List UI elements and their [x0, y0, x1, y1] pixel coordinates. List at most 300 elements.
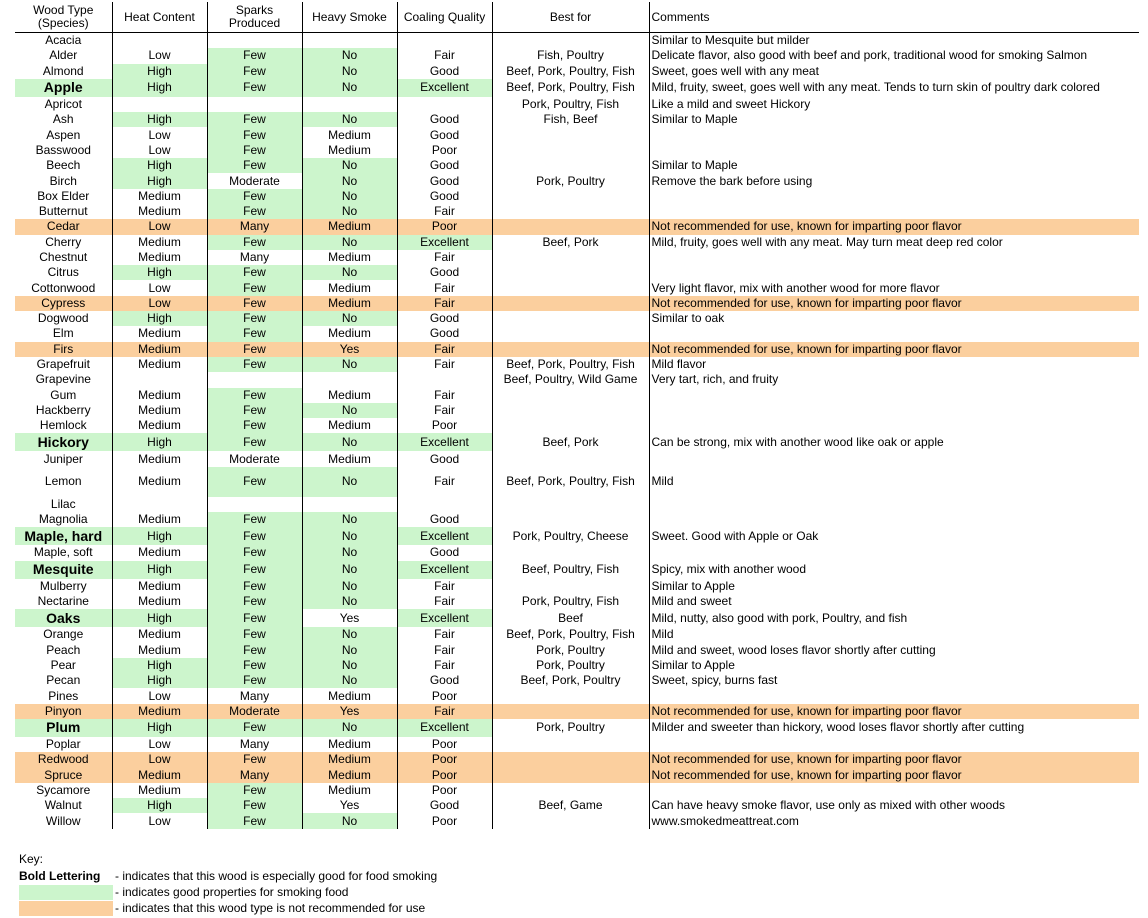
heavy-smoke-cell: No	[302, 658, 397, 673]
table-row	[15, 512, 1139, 527]
wood-type-cell: Hackberry	[15, 403, 112, 418]
sparks-cell: Moderate	[207, 451, 302, 466]
comments-cell: Delicate flavor, also good with beef and pork, traditional wood for smoking Salmon	[651, 48, 1088, 63]
comments-cell: Like a mild and sweet Hickory	[651, 97, 811, 112]
heavy-smoke-cell: No	[302, 561, 397, 579]
coaling-quality-cell: Poor	[397, 783, 492, 798]
best-for-cell	[492, 127, 649, 142]
sparks-cell: Few	[207, 579, 302, 594]
best-for-cell: Beef, Pork, Poultry, Fish	[492, 627, 649, 642]
heat-content-cell: High	[112, 609, 207, 627]
sparks-cell: Few	[207, 112, 302, 127]
heavy-smoke-cell: Medium	[302, 688, 397, 703]
best-for-cell: Pork, Poultry, Cheese	[492, 527, 649, 545]
best-for-cell	[492, 250, 649, 265]
coaling-quality-cell: Poor	[397, 418, 492, 433]
sparks-cell: Few	[207, 296, 302, 311]
comments-cell: Not recommended for use, known for imparting poor flavor	[649, 752, 1139, 767]
coaling-quality-cell: Good	[397, 173, 492, 188]
best-for-cell: Beef, Pork, Poultry, Fish	[492, 64, 649, 79]
table-row	[15, 296, 1139, 311]
heavy-smoke-cell: No	[302, 643, 397, 658]
comments-cell: Mild, nutty, also good with pork, Poultry, and fish	[651, 610, 908, 625]
coaling-quality-cell: Fair	[397, 204, 492, 219]
table-row	[15, 33, 1139, 49]
best-for-cell: Pork, Poultry, Fish	[492, 97, 649, 112]
best-for-cell	[492, 512, 649, 527]
header-comments: Comments	[651, 9, 710, 24]
coaling-quality-cell: Good	[397, 451, 492, 466]
best-for-cell	[492, 388, 649, 403]
sparks-cell: Many	[207, 768, 302, 783]
heavy-smoke-cell: No	[302, 627, 397, 642]
heat-content-cell: Low	[112, 280, 207, 295]
table-row	[15, 204, 1139, 219]
best-for-cell	[492, 342, 649, 357]
comments-cell: Can have heavy smoke flavor, use only as mixed with other woods	[651, 798, 1006, 813]
wood-type-cell: Firs	[15, 342, 112, 357]
coaling-quality-cell: Fair	[397, 388, 492, 403]
coaling-quality-cell	[397, 97, 492, 112]
comments-cell: Very tart, rich, and fruity	[651, 372, 779, 387]
coaling-quality-cell: Good	[397, 326, 492, 341]
comments-cell	[649, 783, 1139, 798]
table-row	[15, 658, 1139, 673]
wood-type-cell: Sycamore	[15, 783, 112, 798]
heat-content-cell: High	[112, 719, 207, 737]
coaling-quality-cell: Good	[397, 673, 492, 688]
wood-type-cell: Magnolia	[15, 512, 112, 527]
sparks-cell: Few	[207, 64, 302, 79]
comments-cell: Mild	[651, 627, 674, 642]
header-best-for: Best for	[492, 2, 649, 33]
wood-type-cell: Pecan	[15, 673, 112, 688]
table-row	[15, 388, 1139, 403]
table-row	[15, 403, 1139, 418]
heat-content-cell: Low	[112, 688, 207, 703]
header-sparks-produced: Sparks Produced	[207, 2, 302, 33]
heavy-smoke-cell: No	[302, 112, 397, 127]
table-row	[15, 265, 1139, 280]
comments-cell: Similar to Mesquite but milder	[651, 33, 810, 48]
best-for-cell: Beef	[492, 609, 649, 627]
heavy-smoke-cell: No	[302, 403, 397, 418]
sparks-cell: Few	[207, 643, 302, 658]
wood-type-cell: Cypress	[15, 296, 112, 311]
heat-content-cell: Medium	[112, 403, 207, 418]
sparks-cell: Few	[207, 512, 302, 527]
best-for-cell	[492, 296, 649, 311]
sparks-cell	[207, 372, 302, 387]
coaling-quality-cell: Excellent	[397, 719, 492, 737]
coaling-quality-cell: Good	[397, 64, 492, 79]
comments-cell	[649, 737, 1139, 752]
wood-type-cell: Dogwood	[15, 311, 112, 326]
best-for-cell	[492, 768, 649, 783]
heat-content-cell: Medium	[112, 342, 207, 357]
wood-type-cell: Ash	[15, 112, 112, 127]
coaling-quality-cell: Fair	[397, 48, 492, 63]
table-row	[15, 219, 1139, 234]
comments-cell	[649, 250, 1139, 265]
wood-type-cell: Beech	[15, 158, 112, 173]
heat-content-cell: Medium	[112, 594, 207, 609]
heavy-smoke-cell: Medium	[302, 388, 397, 403]
table-row	[15, 768, 1139, 783]
heat-content-cell: High	[112, 527, 207, 545]
heat-content-cell: High	[112, 433, 207, 451]
heavy-smoke-cell: Medium	[302, 219, 397, 234]
table-row	[15, 813, 1139, 828]
heat-content-cell: Medium	[112, 235, 207, 250]
sparks-cell: Many	[207, 737, 302, 752]
heat-content-cell: Medium	[112, 643, 207, 658]
comments-cell	[649, 326, 1139, 341]
wood-type-cell: Poplar	[15, 737, 112, 752]
table-row	[15, 497, 1139, 512]
sparks-cell: Few	[207, 467, 302, 497]
coaling-quality-cell: Poor	[397, 813, 492, 828]
coaling-quality-cell	[397, 372, 492, 387]
table-row	[15, 527, 1139, 545]
sparks-cell: Few	[207, 311, 302, 326]
comments-cell: Not recommended for use, known for imparting poor flavor	[649, 768, 1139, 783]
heavy-smoke-cell	[302, 33, 397, 49]
wood-type-cell: Alder	[15, 48, 112, 63]
comments-cell: Mild and sweet, wood loses flavor shortly after cutting	[651, 642, 936, 657]
wood-type-cell: Grapevine	[15, 372, 112, 387]
heat-content-cell: Medium	[112, 388, 207, 403]
heat-content-cell: Medium	[112, 783, 207, 798]
table-row	[15, 798, 1139, 813]
coaling-quality-cell: Good	[397, 189, 492, 204]
best-for-cell	[492, 545, 649, 560]
coaling-quality-cell	[397, 497, 492, 512]
coaling-quality-cell: Fair	[397, 627, 492, 642]
comments-cell	[649, 403, 1139, 418]
table-row	[15, 451, 1139, 466]
best-for-cell	[492, 752, 649, 767]
wood-type-cell: Mesquite	[15, 561, 112, 579]
sparks-cell: Few	[207, 204, 302, 219]
comments-cell	[649, 512, 1139, 527]
heavy-smoke-cell: Medium	[302, 280, 397, 295]
wood-type-cell: Aspen	[15, 127, 112, 142]
sparks-cell: Few	[207, 235, 302, 250]
wood-type-cell: Grapefruit	[15, 357, 112, 372]
best-for-cell	[492, 280, 649, 295]
comments-cell: Spicy, mix with another wood	[651, 562, 807, 577]
table-row	[15, 673, 1139, 688]
coaling-quality-cell: Poor	[397, 737, 492, 752]
heavy-smoke-cell: Medium	[302, 143, 397, 158]
wood-type-cell: Mulberry	[15, 579, 112, 594]
coaling-quality-cell: Good	[397, 127, 492, 142]
wood-type-cell: Pear	[15, 658, 112, 673]
best-for-cell	[492, 704, 649, 719]
heavy-smoke-cell: Medium	[302, 768, 397, 783]
sparks-cell: Many	[207, 688, 302, 703]
wood-type-cell: Lemon	[15, 467, 112, 497]
table-row	[15, 579, 1139, 594]
heavy-smoke-cell	[302, 372, 397, 387]
sparks-cell: Few	[207, 609, 302, 627]
heavy-smoke-cell: No	[302, 527, 397, 545]
wood-type-cell: Box Elder	[15, 189, 112, 204]
coaling-quality-cell: Fair	[397, 250, 492, 265]
sparks-cell	[207, 97, 302, 112]
heat-content-cell: High	[112, 158, 207, 173]
coaling-quality-cell: Good	[397, 158, 492, 173]
coaling-quality-cell: Excellent	[397, 235, 492, 250]
key-orange-swatch	[19, 901, 113, 916]
comments-cell: Mild and sweet	[651, 594, 732, 609]
comments-cell: Mild, fruity, sweet, goes well with any meat. Tends to turn skin of poultry dark colored	[651, 80, 1100, 95]
heavy-smoke-cell: No	[302, 173, 397, 188]
best-for-cell	[492, 579, 649, 594]
wood-type-cell: Butternut	[15, 204, 112, 219]
wood-type-cell: Citrus	[15, 265, 112, 280]
best-for-cell	[492, 143, 649, 158]
key-title: Key:	[19, 852, 44, 866]
wood-type-cell: Almond	[15, 64, 112, 79]
table-row	[15, 467, 1139, 497]
sparks-cell: Few	[207, 326, 302, 341]
best-for-cell: Pork, Poultry	[492, 643, 649, 658]
heat-content-cell: Medium	[112, 189, 207, 204]
heavy-smoke-cell: No	[302, 265, 397, 280]
best-for-cell: Beef, Pork, Poultry, Fish	[492, 467, 649, 497]
wood-type-cell: Chestnut	[15, 250, 112, 265]
best-for-cell	[492, 204, 649, 219]
best-for-cell: Beef, Pork, Poultry	[492, 673, 649, 688]
key-green-desc: - indicates good properties for smoking food	[115, 885, 349, 899]
wood-type-cell: Nectarine	[15, 594, 112, 609]
table-row	[15, 627, 1139, 642]
table-row	[15, 79, 1139, 97]
comments-cell: Sweet. Good with Apple or Oak	[651, 528, 819, 543]
coaling-quality-cell: Good	[397, 265, 492, 280]
best-for-cell	[492, 219, 649, 234]
coaling-quality-cell: Poor	[397, 752, 492, 767]
table-row	[15, 704, 1139, 719]
sparks-cell: Few	[207, 627, 302, 642]
heat-content-cell	[112, 97, 207, 112]
header-heavy-smoke: Heavy Smoke	[302, 2, 397, 33]
heat-content-cell: Medium	[112, 357, 207, 372]
wood-type-cell: Acacia	[15, 33, 112, 49]
wood-type-cell: Willow	[15, 813, 112, 828]
heavy-smoke-cell: No	[302, 579, 397, 594]
heavy-smoke-cell: No	[302, 813, 397, 828]
table-row	[15, 609, 1139, 627]
best-for-cell	[492, 451, 649, 466]
sparks-cell: Few	[207, 752, 302, 767]
heat-content-cell: High	[112, 798, 207, 813]
wood-type-cell: Cherry	[15, 235, 112, 250]
sparks-cell	[207, 497, 302, 512]
heavy-smoke-cell: Medium	[302, 326, 397, 341]
best-for-cell	[492, 265, 649, 280]
heavy-smoke-cell	[302, 97, 397, 112]
coaling-quality-cell: Excellent	[397, 609, 492, 627]
comments-cell	[649, 545, 1139, 560]
comments-cell: Can be strong, mix with another wood like oak or apple	[651, 434, 944, 449]
sparks-cell: Moderate	[207, 704, 302, 719]
wood-type-cell: Apple	[15, 79, 112, 97]
heavy-smoke-cell: Yes	[302, 609, 397, 627]
comments-cell: Similar to Maple	[651, 112, 738, 127]
heavy-smoke-cell: No	[302, 48, 397, 63]
wood-type-cell: Lilac	[15, 497, 112, 512]
heavy-smoke-cell: No	[302, 158, 397, 173]
best-for-cell: Beef, Pork, Poultry, Fish	[492, 79, 649, 97]
table-row	[15, 594, 1139, 609]
sparks-cell: Few	[207, 658, 302, 673]
heavy-smoke-cell: Medium	[302, 250, 397, 265]
heavy-smoke-cell: No	[302, 79, 397, 97]
heat-content-cell: Low	[112, 48, 207, 63]
best-for-cell	[492, 311, 649, 326]
heat-content-cell: High	[112, 173, 207, 188]
best-for-cell: Beef, Pork, Poultry, Fish	[492, 357, 649, 372]
best-for-cell	[492, 33, 649, 49]
sparks-cell: Few	[207, 79, 302, 97]
heat-content-cell: Low	[112, 813, 207, 828]
header-row	[15, 2, 1139, 33]
best-for-cell	[492, 418, 649, 433]
coaling-quality-cell: Excellent	[397, 527, 492, 545]
sparks-cell: Few	[207, 545, 302, 560]
heat-content-cell: High	[112, 561, 207, 579]
heat-content-cell: High	[112, 673, 207, 688]
coaling-quality-cell: Poor	[397, 768, 492, 783]
table-row	[15, 752, 1139, 767]
sparks-cell: Few	[207, 433, 302, 451]
heat-content-cell: Medium	[112, 627, 207, 642]
heat-content-cell: High	[112, 658, 207, 673]
best-for-cell: Beef, Pork	[492, 235, 649, 250]
wood-type-cell: Birch	[15, 173, 112, 188]
heavy-smoke-cell: No	[302, 545, 397, 560]
heat-content-cell: Medium	[112, 250, 207, 265]
wood-type-cell: Pines	[15, 688, 112, 703]
table-row	[15, 250, 1139, 265]
wood-type-cell: Walnut	[15, 798, 112, 813]
best-for-cell	[492, 158, 649, 173]
heavy-smoke-cell: No	[302, 357, 397, 372]
coaling-quality-cell: Fair	[397, 467, 492, 497]
heat-content-cell: High	[112, 311, 207, 326]
coaling-quality-cell: Good	[397, 798, 492, 813]
best-for-cell: Fish, Beef	[492, 112, 649, 127]
comments-cell	[649, 497, 1139, 512]
heat-content-cell	[112, 372, 207, 387]
sparks-cell: Few	[207, 403, 302, 418]
coaling-quality-cell: Fair	[397, 579, 492, 594]
sparks-cell: Few	[207, 719, 302, 737]
comments-cell: Not recommended for use, known for imparting poor flavor	[649, 342, 1139, 357]
best-for-cell: Pork, Poultry, Fish	[492, 594, 649, 609]
comments-cell	[649, 451, 1139, 466]
coaling-quality-cell: Fair	[397, 658, 492, 673]
wood-type-cell: Maple, hard	[15, 527, 112, 545]
heat-content-cell: Low	[112, 219, 207, 234]
best-for-cell: Beef, Poultry, Wild Game	[492, 372, 649, 387]
table-row	[15, 561, 1139, 579]
heavy-smoke-cell: No	[302, 64, 397, 79]
heavy-smoke-cell: Medium	[302, 418, 397, 433]
heat-content-cell: Medium	[112, 768, 207, 783]
best-for-cell	[492, 497, 649, 512]
table-row	[15, 719, 1139, 737]
sparks-cell: Few	[207, 527, 302, 545]
sparks-cell: Few	[207, 127, 302, 142]
table-row	[15, 64, 1139, 79]
heat-content-cell: High	[112, 112, 207, 127]
header-coaling-quality: Coaling Quality	[397, 2, 492, 33]
coaling-quality-cell: Fair	[397, 357, 492, 372]
heavy-smoke-cell: No	[302, 235, 397, 250]
best-for-cell: Fish, Poultry	[492, 48, 649, 63]
best-for-cell	[492, 813, 649, 828]
best-for-cell: Pork, Poultry	[492, 658, 649, 673]
wood-type-cell: Cedar	[15, 219, 112, 234]
table-row	[15, 643, 1139, 658]
wood-type-cell: Apricot	[15, 97, 112, 112]
table-row	[15, 97, 1139, 112]
sparks-cell: Few	[207, 143, 302, 158]
wood-type-cell: Spruce	[15, 768, 112, 783]
sparks-cell: Few	[207, 357, 302, 372]
heavy-smoke-cell: No	[302, 467, 397, 497]
heat-content-cell: Low	[112, 143, 207, 158]
wood-type-cell: Maple, soft	[15, 545, 112, 560]
heavy-smoke-cell: No	[302, 189, 397, 204]
coaling-quality-cell: Poor	[397, 219, 492, 234]
heavy-smoke-cell: No	[302, 594, 397, 609]
heavy-smoke-cell: Medium	[302, 296, 397, 311]
sparks-cell: Few	[207, 265, 302, 280]
wood-type-cell: Gum	[15, 388, 112, 403]
heat-content-cell: Low	[112, 127, 207, 142]
coaling-quality-cell: Excellent	[397, 433, 492, 451]
header-heat-content: Heat Content	[112, 2, 207, 33]
table-row	[15, 433, 1139, 451]
key-row-bold	[19, 868, 437, 884]
table-row	[15, 127, 1139, 142]
heat-content-cell: Medium	[112, 704, 207, 719]
comments-cell: Similar to Maple	[651, 158, 738, 173]
heavy-smoke-cell: No	[302, 719, 397, 737]
heavy-smoke-cell: No	[302, 512, 397, 527]
heat-content-cell: Medium	[112, 579, 207, 594]
heat-content-cell: High	[112, 79, 207, 97]
heavy-smoke-cell: No	[302, 204, 397, 219]
sparks-cell: Few	[207, 189, 302, 204]
sparks-cell: Few	[207, 388, 302, 403]
header-wood-type: Wood Type (Species)	[15, 2, 112, 33]
table-body	[15, 33, 1139, 829]
heat-content-cell: High	[112, 265, 207, 280]
coaling-quality-cell: Good	[397, 311, 492, 326]
heavy-smoke-cell: Medium	[302, 451, 397, 466]
wood-type-cell: Hickory	[15, 433, 112, 451]
best-for-cell: Beef, Pork	[492, 433, 649, 451]
table-row	[15, 326, 1139, 341]
comments-cell	[649, 418, 1139, 433]
comments-cell	[649, 265, 1139, 280]
